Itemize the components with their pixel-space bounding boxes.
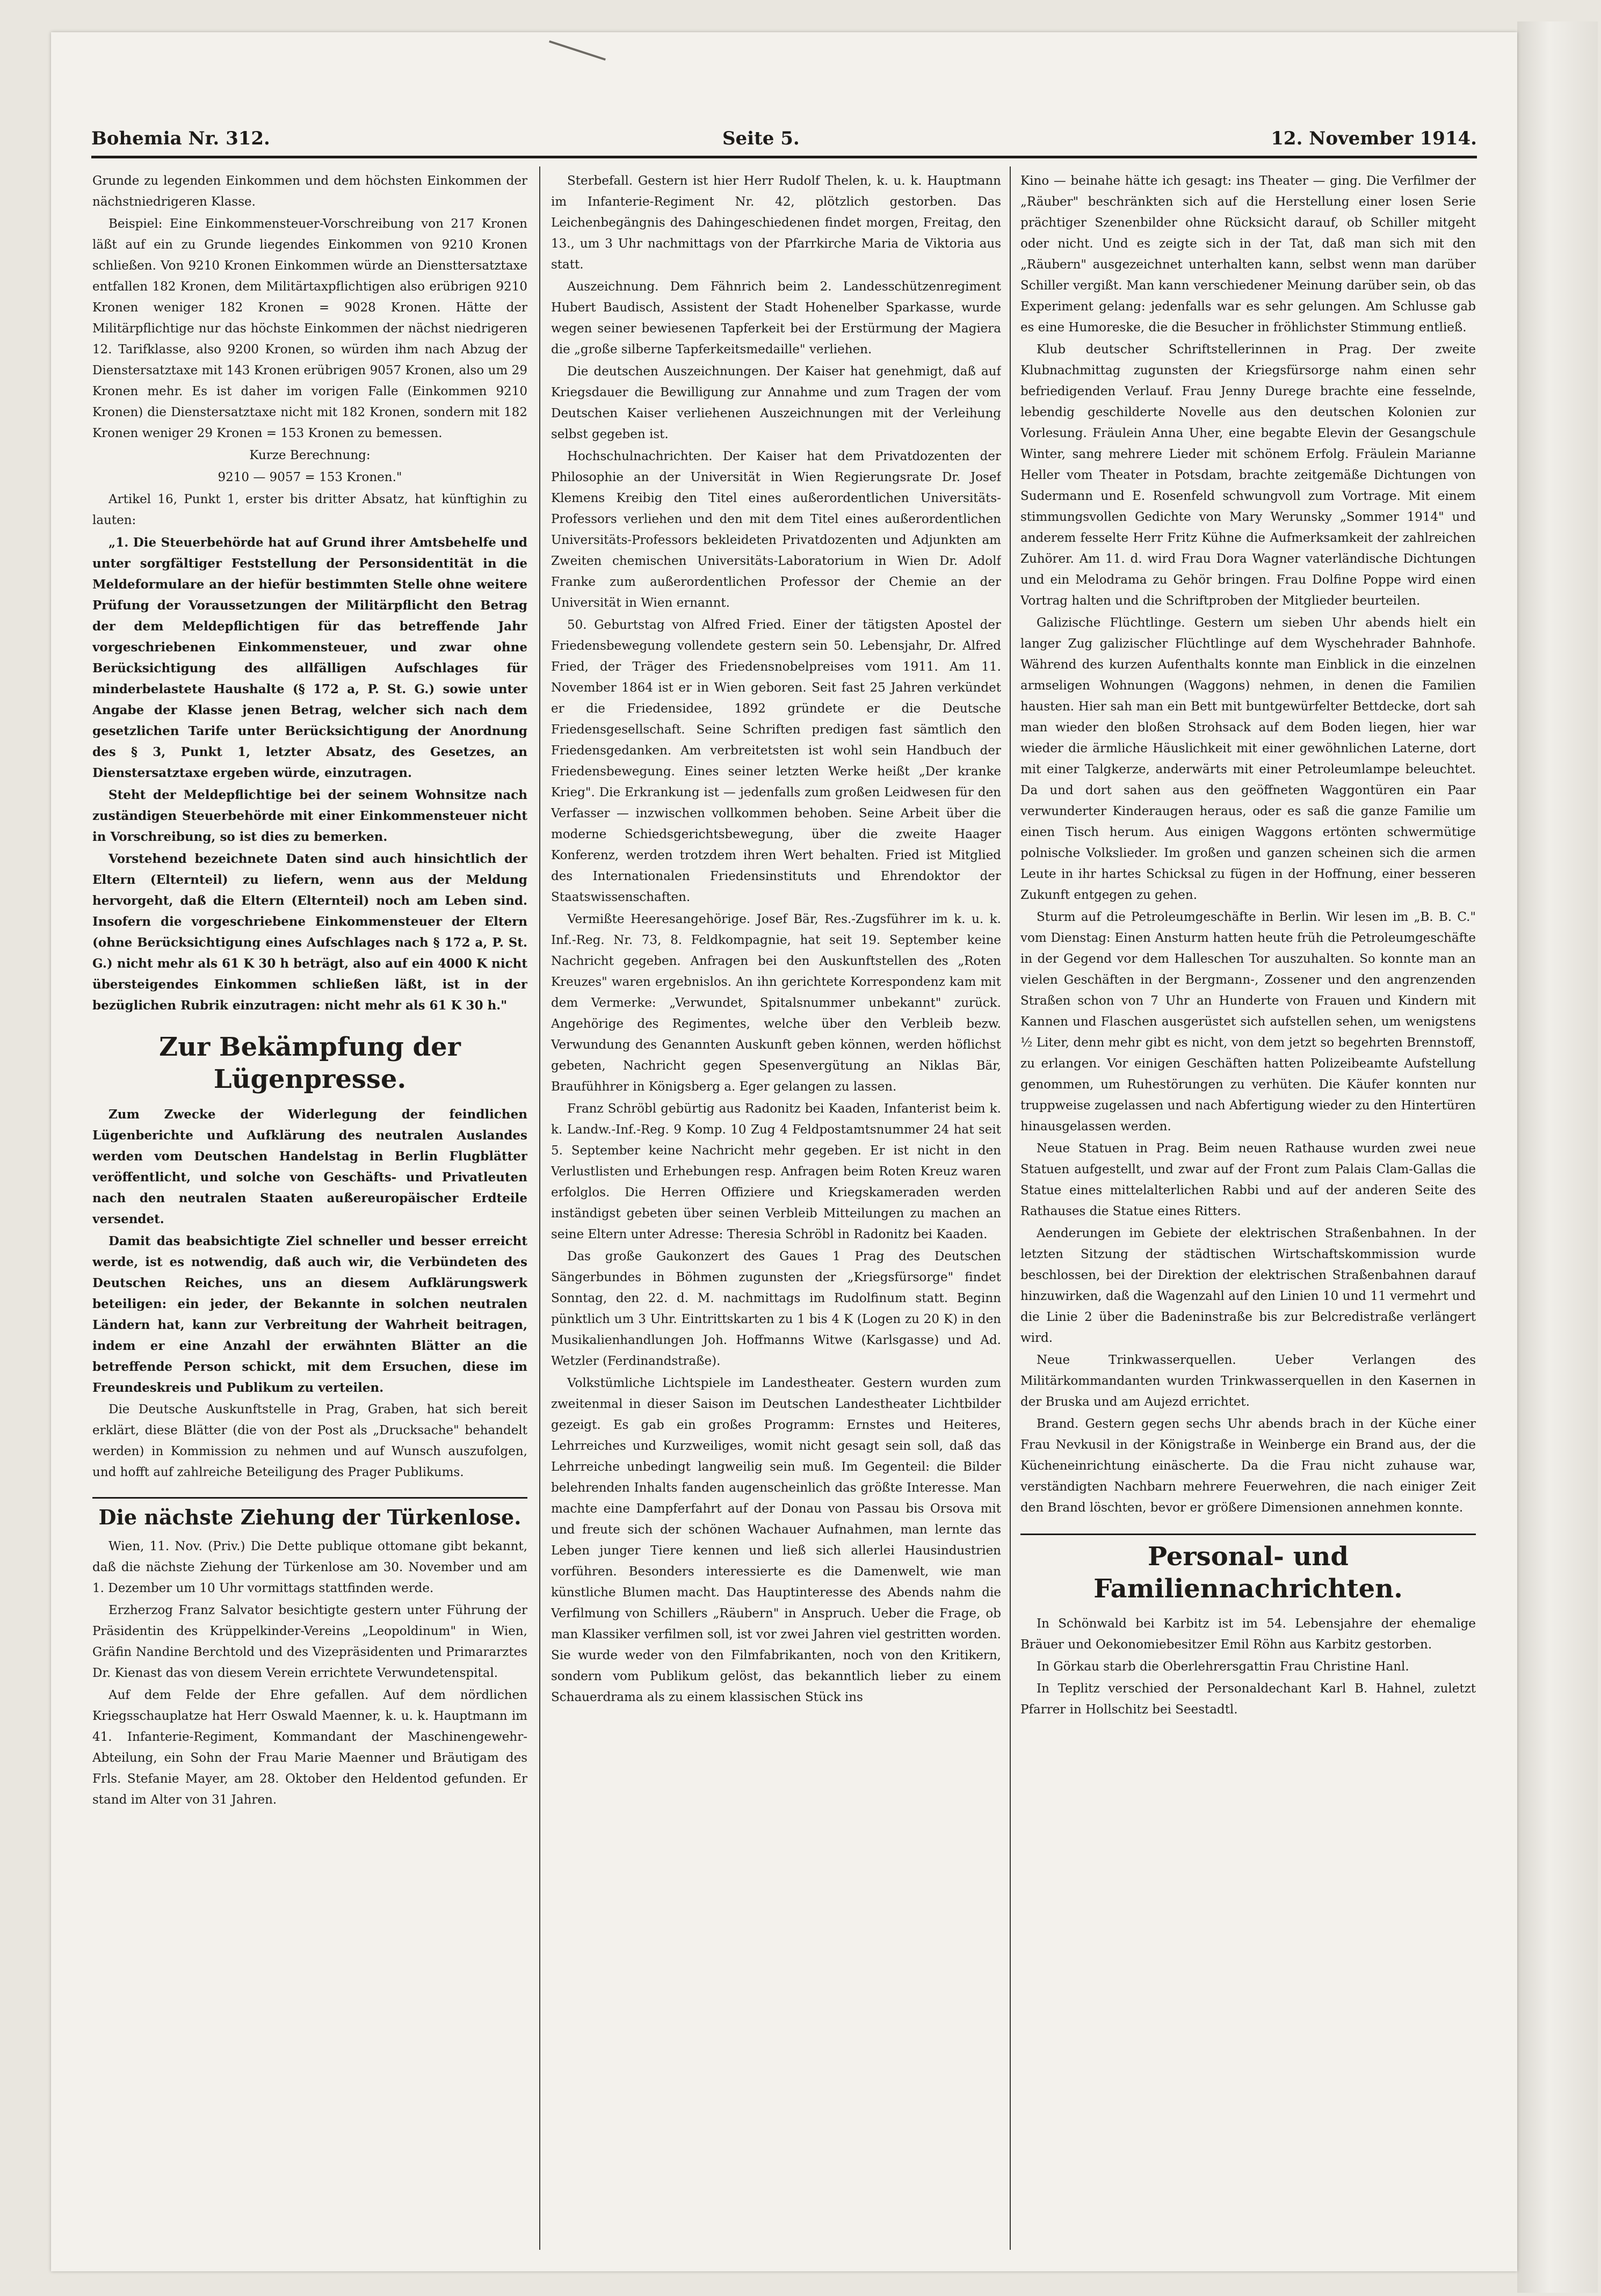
paragraph: „1. Die Steuerbehörde hat auf Grund ihrer Amtsbehelfe und unter sorgfältiger Feststellung der Personsidentität in die Meldeformulare an der hiefür bestimmten Stelle ohne weitere Prüfung der Voraussetzungen der Militärpflicht den Betrag der dem Meldepflichtigen für das betreffende Jahr vorgeschriebenen Einkommensteuer, und zwar ohne Berücksichtigung des allfälligen Aufschlages für minderbelastete Haushalte (§ 172 a, P. St. G.) sowie unter Angabe der Klasse jenen Betrag, welcher sich nach dem gesetzlichen Tarife unter Berücksichtigung der Anordnung des § 3, Punkt 1, letzter Absatz, des Gesetzes, an Dienstersatztaxe ergeben würde, einzutragen. (92, 535, 527, 780)
paragraph: 9210 — 9057 = 153 Kronen." (218, 470, 402, 484)
page-number: Seite 5. (722, 128, 800, 149)
paragraph: Aenderungen im Gebiete der elektrischen Straßenbahnen. In der letzten Sitzung der städtischen Wirtschaftskommission wurde beschlossen, bei der Direktion der elektrischen Straßenbahnen darauf hinzuwirken, daß die Wagenzahl auf den Linien 10 und 11 vermehrt und die Linie 2 über die Badeninstraße bis zur Belcredistraße verlängert wird. (1020, 1226, 1476, 1345)
column-rule-2 (1010, 166, 1011, 2250)
paragraph: Brand. Gestern gegen sechs Uhr abends brach in der Küche einer Frau Nevkusil in der Königstraße in Weinberge ein Brand aus, der die Kücheneinrichtung einäscherte. Da die Frau nicht zuhause war, verständigten Nachbarn mehrere Feuerwehren, die nach einiger Zeit den Brand löschten, bevor er größere Dimensionen annehmen konnte. (1020, 1417, 1476, 1515)
paragraph: Die Deutsche Auskunftstelle in Prag, Graben, hat sich bereit erklärt, diese Blätter (die von der Post als „Drucksache" behandelt werden) in Kommission zu nehmen und auf Wunsch auszufolgen, und hofft auf zahlreiche Beteiligung des Prager Publikums. (92, 1403, 527, 1479)
paragraph: In Schönwald bei Karbitz ist im 54. Lebensjahre der ehemalige Bräuer und Oekonomiebesitzer Emil Röhn aus Karbitz gestorben. (1020, 1617, 1476, 1652)
paragraph: Das große Gaukonzert des Gaues 1 Prag des Deutschen Sängerbundes in Böhmen zugunsten der „Kriegsfürsorge" findet Sonntag, den 22. d. M. nachmittags im Rudolfinum statt. Beginn pünktlich um 3 Uhr. Eintrittskarten zu 1 bis 4 K (Logen zu 20 K) in den Musikalienhandlungen Joh. Hoffmanns Witwe (Karlsgasse) und Ad. Wetzler (Ferdinandstraße). (551, 1249, 1001, 1368)
column-3 (1020, 171, 1476, 2254)
adjacent-page-edge (1517, 21, 1598, 2293)
paragraph: Artikel 16, Punkt 1, erster bis dritter Absatz, hat künftighin zu lauten: (92, 492, 527, 527)
paragraph: Volkstümliche Lichtspiele im Landestheater. Gestern wurden zum zweitenmal in dieser Saison im Deutschen Landestheater Lichtbilder gezeigt. Es gab ein großes Programm: Ernstes und Heiteres, Lehrreiches und Kurzweiliges, womit nicht gesagt sein soll, daß das Lehrreiche unbedingt langweilig sein muß. Im Gegenteil: die Bilder belehrenden Inhalts fanden augenscheinlich das größte Interesse. Man machte eine Dampferfahrt auf der Donau von Passau bis Orsova mit und freute sich der schönen Wachauer Aufnahmen, man lernte das Leben junger Tiere kennen und ließ sich allerlei Hausindustrien vorführen. Besonders interessierte es die Damenwelt, wie man künstliche Blumen macht. Das Hauptinteresse des Abends nahm die Verfilmung von Schillers „Räubern" in Anspruch. Ueber die Frage, ob man Klassiker verfilmen soll, ist vor zwei Jahren viel gestritten worden. Sie wurde weder von den Filmfabrikanten, noch von den Kritikern, sondern vom Publikum gelöst, das bekanntlich lieber zu einem Schauerdrama als zu einem klassischen Stück ins (551, 1376, 1001, 1704)
paragraph: Sturm auf die Petroleumgeschäfte in Berlin. Wir lesen im „B. B. C." vom Dienstag: Einen Ansturm hatten heute früh die Petroleumgeschäfte in der Gegend vor dem Halleschen Tor auszuhalten. So konnte man an vielen Geschäften in der Bergmann-, Zossener und den angrenzenden Straßen schon von 7 Uhr an Hunderte von Frauen und Kindern mit Kannen und Flaschen ausgerüstet sich aufstellen sehen, um wenigstens ½ Liter, denn mehr gibt es nicht, von dem jetzt so begehrten Brennstoff, zu erlangen. Vor einigen Geschäften hatten Polizeibeamte Aufstellung genommen, um Ruhestörungen zu verhüten. Die Käufer konnten nur truppweise zugelassen und nach Abfertigung wieder zu den Hintertüren hinausgelassen werden. (1020, 910, 1476, 1134)
paragraph: Auf dem Felde der Ehre gefallen. Auf dem nördlichen Kriegsschauplatze hat Herr Oswald Maenner, k. u. k. Hauptmann im 41. Infanterie-Regiment, Kommandant der Maschinengewehr-Abteilung, ein Sohn der Frau Marie Maenner und Bräutigam des Frls. Stefanie Mayer, am 28. Oktober den Heldentod gefunden. Er stand im Alter von 31 Jahren. (92, 1688, 527, 1807)
paragraph: Vermißte Heeresangehörige. Josef Bär, Res.-Zugsführer im k. u. k. Inf.-Reg. Nr. 73, 8. Feldkompagnie, hat seit 19. September keine Nachricht gegeben. Anfragen bei den Auskunftstellen des „Roten Kreuzes" waren ergebnislos. An ihn gerichtete Korrespondenz kam mit dem Vermerke: „Verwundet, Spitalsnummer unbekannt" zurück. Angehörige des Regimentes, welche über den Verbleib bezw. Verwundung des Genannten Auskunft geben können, werden höflichst gebeten, Nachricht gegen Spesenvergütung an Niklas Bär, Braufühhrer in Königsberg a. Eger gelangen zu lassen. (551, 912, 1001, 1094)
paragraph: Erzherzog Franz Salvator besichtigte gestern unter Führung der Präsidentin des Krüppelkinder-Vereins „Leopoldinum" in Wien, Gräfin Nandine Berchtold und des Vizepräsidenten und Primararztes Dr. Kienast das von diesem Verein errichtete Verwundetenspital. (92, 1603, 527, 1680)
paragraph: Neue Statuen in Prag. Beim neuen Rathause wurden zwei neue Statuen aufgestellt, und zwar auf der Front zum Palais Clam-Gallas die Statue eines mittelalterlichen Rabbi und auf der anderen Seite des Rathauses die Statue eines Ritters. (1020, 1142, 1476, 1218)
article-headline: Die nächste Ziehung der Türkenlose. (92, 1497, 527, 1531)
publication-name: Bohemia Nr. 312. (91, 128, 270, 149)
column-1 (92, 171, 527, 2254)
paragraph: Kurze Berechnung: (249, 448, 371, 462)
paragraph: Wien, 11. Nov. (Priv.) Die Dette publique ottomane gibt bekannt, daß die nächste Ziehung der Türkenlose am 30. November und am 1. Dezember um 10 Uhr vormittags stattfinden werde. (92, 1539, 527, 1595)
issue-date: 12. November 1914. (1271, 128, 1477, 149)
paragraph: Zum Zwecke der Widerlegung der feindlichen Lügenberichte und Aufklärung des neutralen Auslandes werden vom Deutschen Handelstag in Berlin Flugblätter veröffentlicht, und solche von Geschäfts- und Privatleuten nach den neutralen Staaten außereuropäischer Erdteile versendet. (92, 1107, 527, 1226)
paragraph: Sterbefall. Gestern ist hier Herr Rudolf Thelen, k. u. k. Hauptmann im Infanterie-Regiment Nr. 42, plötzlich gestorben. Das Leichenbegängnis des Dahingeschiedenen findet morgen, Freitag, den 13., um 3 Uhr nachmittags von der Pfarrkirche Maria de Viktoria aus statt. (551, 174, 1001, 272)
paragraph: Auszeichnung. Dem Fähnrich beim 2. Landesschützenregiment Hubert Baudisch, Assistent der Stadt Hohenelber Sparkasse, wurde wegen seiner bewiesenen Tapferkeit bei der Erstürmung der Magiera die „große silberne Tapferkeitsmedaille" verliehen. (551, 280, 1001, 357)
paragraph: Damit das beabsichtigte Ziel schneller und besser erreicht werde, ist es notwendig, daß auch wir, die Verbündeten des Deutschen Reiches, uns an diesem Aufklärungswerk beteiligen: ein jeder, der Bekannte in solchen neutralen Ländern hat, kann zur Verbreitung der Wahrheit beitragen, indem er eine Anzahl der erwähnten Blätter an die betreffende Person schickt, mit dem Ersuchen, diese im Freundeskreis und Publikum zu verteilen. (92, 1234, 527, 1395)
paragraph: Grunde zu legenden Einkommen und dem höchsten Einkommen der nächstniedrigeren Klasse. (92, 174, 527, 209)
column-2 (551, 171, 1001, 2254)
column-rule-1 (539, 166, 540, 2250)
paragraph: Klub deutscher Schriftstellerinnen in Prag. Der zweite Klubnachmittag zugunsten der Kriegsfürsorge nahm einen sehr befriedigenden Verlauf. Frau Jenny Durege brachte eine fesselnde, lebendig geschilderte Novelle aus den deutschen Kolonien zur Vorlesung. Fräulein Anna Uher, eine begabte Elevin der Gesangschule Winter, sang mehrere Lieder mit schönem Erfolg. Fräulein Marianne Heller vom Theater in Potsdam, brachte zeitgemäße Dichtungen von Sudermann und E. Rosenfeld schwungvoll zum Vortrage. Mit einem stimmungsvollen Gedichte von Mary Werunsky „Sommer 1914" und anderem fesselte Herr Fritz Kühne die Aufmerksamkeit der zahlreichen Zuhörer. Am 11. d. wird Frau Dora Wagner vaterländische Dichtungen und ein Melodrama zu Gehör bringen. Frau Dolfine Poppe wird einen Vortrag halten und die Schriftproben der Mitglieder beurteilen. (1020, 343, 1476, 608)
paragraph: Hochschulnachrichten. Der Kaiser hat dem Privatdozenten der Philosophie an der Universität in Wien Regierungsrate Dr. Josef Klemens Kreibig den Titel eines außerordentlichen Universitäts-Professors verliehen und den mit dem Titel eines außerordentlichen Universitäts-Professors bekleideten Privatdozenten und Adjunkten am Zweiten chemischen Universitäts-Laboratorium in Wien Dr. Adolf Franke zum außerordentlichen Professor der Chemie an der Universität in Wien ernannt. (551, 449, 1001, 610)
page-header (91, 128, 1477, 155)
paragraph: Beispiel: Eine Einkommensteuer-Vorschreibung von 217 Kronen läßt auf ein zu Grunde liegendes Einkommen von 9210 Kronen schließen. Von 9210 Kronen Einkommen würde an Diensttersatztaxe entfallen 182 Kronen, dem Militärtaxpflichtigen also erübrigen 9210 Kronen weniger 182 Kronen = 9028 Kronen. Hätte der Militärpflichtige nur das höchste Einkommen der nächst niedrigeren 12. Tarifklasse, also 9200 Kronen, so würden ihm nach Abzug der Dienstersatztaxe mit 143 Kronen erübrigen 9057 Kronen, also um 29 Kronen mehr. Es ist daher im vorigen Falle (Einkommen 9210 Kronen) die Dienstersatztaxe nicht mit 182 Kronen, sondern mit 182 Kronen weniger 29 Kronen = 153 Kronen zu bemessen. (92, 217, 527, 440)
paragraph: Vorstehend bezeichnete Daten sind auch hinsichtlich der Eltern (Elternteil) zu liefern, wenn aus der Meldung hervorgeht, daß die Eltern (Elternteil) noch am Leben sind. Insofern die vorgeschriebene Einkommensteuer der Eltern (ohne Berücksichtigung eines Aufschlages nach § 172 a, P. St. G.) nicht mehr als 61 K 30 h beträgt, also auf ein 4000 K nicht übersteigendes Einkommen schließen läßt, ist in der bezüglichen Rubrik einzutragen: nicht mehr als 61 K 30 h." (92, 852, 527, 1013)
header-rule (91, 156, 1477, 158)
paragraph: Kino — beinahe hätte ich gesagt: ins Theater — ging. Die Verfilmer der „Räuber" beschränkten sich auf die Herstellung einer losen Serie prächtiger Szenenbilder ohne Rücksicht darauf, ob Schiller mitgeht oder nicht. Und es zeigte sich in der Tat, daß man sich mit den „Räubern" ausgezeichnet unterhalten kann, selbst wenn man darüber Schiller vergißt. Man kann verschiedener Meinung darüber sein, ob das Experiment gelang: jedenfalls war es sehr gelungen. Am Schlusse gab es eine Humoreske, die die Besucher in fröhlichster Stimmung entließ. (1020, 174, 1476, 335)
paragraph: 50. Geburtstag von Alfred Fried. Einer der tätigsten Apostel der Friedensbewegung vollendete gestern sein 50. Lebensjahr, Dr. Alfred Fried, der Träger des Friedensnobelpreises vom 1911. Am 11. November 1864 ist er in Wien geboren. Seit fast 25 Jahren verkündet er die Friedensidee, 1892 gründete er die Deutsche Friedensgesellschaft. Seine Schriften predigen fast sämtlich den Friedensgedanken. Am verbreitetsten ist wohl sein Handbuch der Friedensbewegung. Eines seiner letzten Werke heißt „Der kranke Krieg". Die Erkrankung ist — jedenfalls zum großen Leidwesen für den Verfasser — inzwischen vollkommen behoben. Seine Arbeit über die moderne Schiedsgerichtsbewegung, über die zweite Haager Konferenz, werden trotzdem ihren Wert behalten. Fried ist Mitglied des Internationalen Friedensinstituts und Ehrendoktor der Staatswissenschaften. (551, 618, 1001, 904)
paragraph: Galizische Flüchtlinge. Gestern um sieben Uhr abends hielt ein langer Zug galizischer Flüchtlinge auf dem Wyschehrader Bahnhofe. Während des kurzen Aufenthalts konnte man Einblick in die einzelnen armseligen Wohnungen (Waggons) nehmen, in denen die Familien hausten. Hier sah man ein Bett mit buntgewürfelter Bettdecke, dort sah man wieder den bloßen Strohsack auf dem Boden liegen, hier war wieder die ärmliche Häuslichkeit mit einer gewöhnlichen Laterne, dort mit einer Talgkerze, anderwärts mit einer Petroleumlampe beleuchtet. Da und dort sahen aus den geöffneten Waggontüren ein Paar verwunderter Kinderaugen heraus, oder es saß die ganze Familie um einen Tisch herum. Aus einigen Waggons ertönten schwermütige polnische Volkslieder. Im großen und ganzen scheinen sich die armen Leute in ihr hartes Schicksal zu fügen in der Hoffnung, einer besseren Zukunft entgegen zu gehen. (1020, 616, 1476, 902)
paragraph: Franz Schröbl gebürtig aus Radonitz bei Kaaden, Infanterist beim k. k. Landw.-Inf.-Reg. 9 Komp. 10 Zug 4 Feldpostamtsnummer 24 hat seit 5. September keine Nachricht mehr gegeben. Er ist nicht in den Verlustlisten und Erhebungen resp. Anfragen beim Roten Kreuz waren erfolglos. Die Herren Offiziere und Kriegskameraden werden inständigst gebeten über seinen Verbleib Mitteilungen zu machen an seine Eltern unter Adresse: Theresia Schröbl in Radonitz bei Kaaden. (551, 1102, 1001, 1241)
paragraph: Neue Trinkwasserquellen. Ueber Verlangen des Militärkommandanten wurden Trinkwasserquellen in den Kasernen in der Bruska und am Aujezd errichtet. (1020, 1353, 1476, 1409)
paragraph: Steht der Meldepflichtige bei der seinem Wohnsitze nach zuständigen Steuerbehörde mit einer Einkommensteuer nicht in Vorschreibung, so ist dies zu bemerken. (92, 788, 527, 844)
article-headline: Personal- und Familiennachrichten. (1020, 1534, 1476, 1605)
article-headline: Zur Bekämpfung der Lügenpresse. (159, 1032, 461, 1094)
paragraph: In Görkau starb die Oberlehrersgattin Frau Christine Hanl. (1037, 1660, 1409, 1674)
paragraph: In Teplitz verschied der Personaldechant Karl B. Hahnel, zuletzt Pfarrer in Hollschitz bei Seestadtl. (1020, 1682, 1476, 1717)
paragraph: Die deutschen Auszeichnungen. Der Kaiser hat genehmigt, daß auf Kriegsdauer die Bewilligung zur Annahme und zum Tragen der vom Deutschen Kaiser verliehenen Auszeichnungen mit der Verleihung selbst gegeben ist. (551, 365, 1001, 441)
